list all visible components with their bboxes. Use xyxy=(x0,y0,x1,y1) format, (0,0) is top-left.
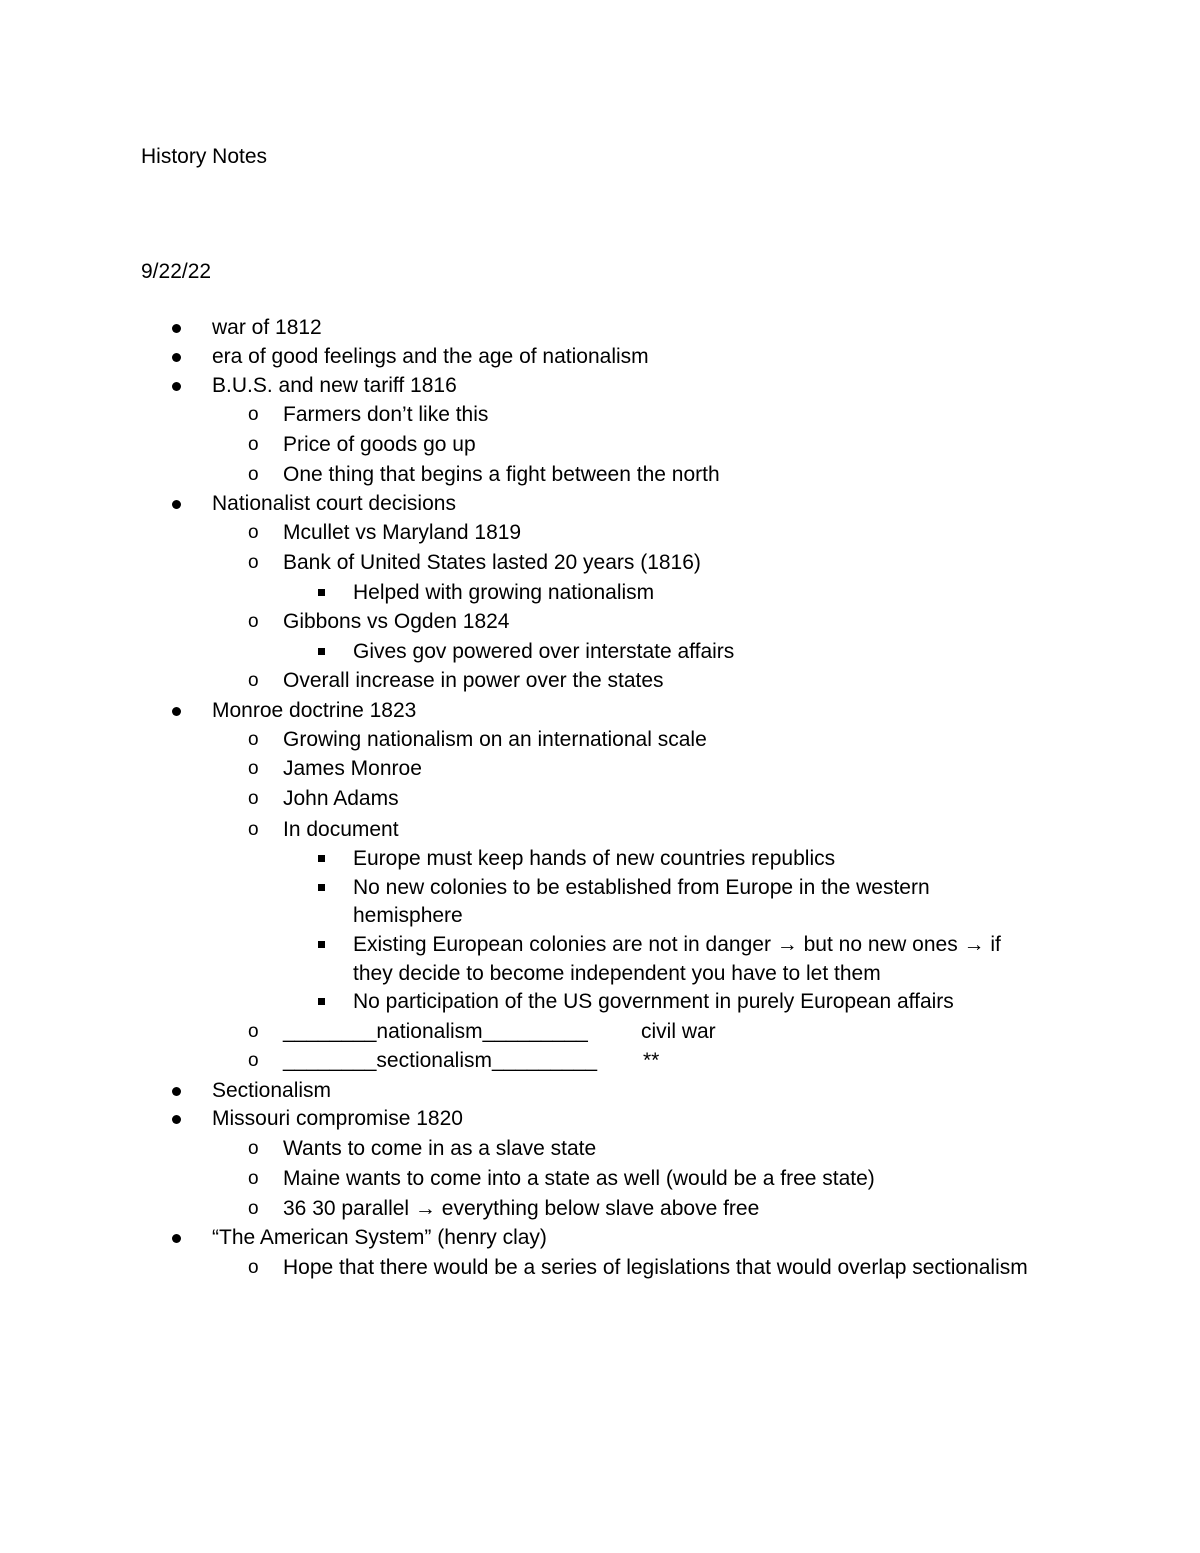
list-item-side-note: ** xyxy=(643,1049,660,1072)
notes-date: 9/22/22 xyxy=(141,260,212,283)
document-title: History Notes xyxy=(141,145,268,168)
list-item xyxy=(248,754,422,784)
list-item xyxy=(248,400,489,430)
list-item-text: Gives gov powered over interstate affairs xyxy=(353,640,735,663)
list-item-text: One thing that begins a fight between the north xyxy=(283,463,720,486)
list-item-text: Nationalist court decisions xyxy=(212,492,456,515)
bullet-icon xyxy=(172,313,184,343)
hollow-bullet-icon: o xyxy=(248,464,259,485)
bullet-icon xyxy=(172,371,184,401)
list-item xyxy=(248,1017,716,1047)
list-item-side-note: civil war xyxy=(641,1020,716,1043)
list-item xyxy=(248,1164,875,1194)
bullet-icon xyxy=(172,1104,184,1134)
list-item-text: Overall increase in power over the states xyxy=(283,669,664,692)
list-item-continuation xyxy=(353,959,881,989)
bullet-icon xyxy=(172,696,184,726)
list-item-text: Mcullet vs Maryland 1819 xyxy=(283,521,522,544)
list-item xyxy=(212,313,322,343)
list-item-continuation xyxy=(353,901,463,931)
list-item xyxy=(248,725,707,755)
list-item xyxy=(248,548,701,578)
hollow-bullet-icon: o xyxy=(248,1050,259,1071)
list-item-text: In document xyxy=(283,818,399,841)
list-item-text: Monroe doctrine 1823 xyxy=(212,699,417,722)
list-item-text: Europe must keep hands of new countries republics xyxy=(353,847,836,870)
hollow-bullet-icon: o xyxy=(248,788,259,809)
list-item xyxy=(212,1104,463,1134)
list-item-text: Missouri compromise 1820 xyxy=(212,1107,463,1130)
list-item xyxy=(248,815,399,845)
list-item xyxy=(212,342,649,372)
list-item-text: Maine wants to come into a state as well (would be a free state) xyxy=(283,1167,875,1190)
list-item-text: era of good feelings and the age of nationalism xyxy=(212,345,649,368)
list-item xyxy=(248,518,522,548)
hollow-bullet-icon: o xyxy=(248,1198,259,1219)
list-item xyxy=(248,1134,597,1164)
list-item-text: No new colonies to be established from Europe in the western xyxy=(353,876,930,899)
bullet-icon xyxy=(172,1223,184,1253)
list-item xyxy=(353,873,930,903)
hollow-bullet-icon: o xyxy=(248,819,259,840)
list-item xyxy=(248,1194,760,1224)
square-bullet-icon xyxy=(318,987,330,1017)
list-item xyxy=(353,930,1001,960)
list-item xyxy=(248,666,664,696)
list-item-text: Hope that there would be a series of legislations that would overlap sectionalism xyxy=(283,1256,1028,1279)
list-item xyxy=(353,637,734,667)
hollow-bullet-icon: o xyxy=(248,670,259,691)
list-item-text: hemisphere xyxy=(353,904,463,927)
list-item-text: they decide to become independent you have to let them xyxy=(353,962,881,985)
list-item xyxy=(248,430,476,460)
list-item-text: No participation of the US government in purely European affairs xyxy=(353,990,954,1013)
hollow-bullet-icon: o xyxy=(248,1257,259,1278)
bullet-icon xyxy=(172,1076,184,1106)
list-item-text: 36 30 parallel → everything below slave above free xyxy=(283,1197,760,1220)
hollow-bullet-icon: o xyxy=(248,404,259,425)
square-bullet-icon xyxy=(318,844,330,874)
square-bullet-icon xyxy=(318,637,330,667)
list-item-text: ________sectionalism_________ xyxy=(283,1049,598,1072)
list-item-text: Wants to come in as a slave state xyxy=(283,1137,597,1160)
list-item-text: Existing European colonies are not in danger → but no new ones → if xyxy=(353,933,1001,956)
list-item xyxy=(212,1223,547,1253)
list-item-text: “The American System” (henry clay) xyxy=(212,1226,547,1249)
list-item-text: Growing nationalism on an international scale xyxy=(283,728,707,751)
list-item xyxy=(353,578,654,608)
list-item-text: Price of goods go up xyxy=(283,433,476,456)
list-item xyxy=(212,371,457,401)
square-bullet-icon xyxy=(318,930,330,960)
list-item xyxy=(212,1076,331,1106)
hollow-bullet-icon: o xyxy=(248,522,259,543)
list-item-text: Helped with growing nationalism xyxy=(353,581,655,604)
square-bullet-icon xyxy=(318,873,330,903)
list-item-text: Gibbons vs Ogden 1824 xyxy=(283,610,510,633)
list-item-text: John Adams xyxy=(283,787,399,810)
list-item xyxy=(248,607,510,637)
hollow-bullet-icon: o xyxy=(248,434,259,455)
square-bullet-icon xyxy=(318,578,330,608)
list-item xyxy=(212,489,456,519)
list-item xyxy=(248,1253,1028,1283)
list-item-text: war of 1812 xyxy=(212,316,322,339)
list-item xyxy=(353,844,835,874)
list-item-text: Sectionalism xyxy=(212,1079,332,1102)
list-item xyxy=(248,1046,660,1076)
list-item-text: ________nationalism_________ xyxy=(283,1020,588,1043)
bullet-icon xyxy=(172,342,184,372)
list-item-text: Bank of United States lasted 20 years (1816) xyxy=(283,551,701,574)
hollow-bullet-icon: o xyxy=(248,1168,259,1189)
list-item-text: B.U.S. and new tariff 1816 xyxy=(212,374,457,397)
list-item xyxy=(212,696,416,726)
hollow-bullet-icon: o xyxy=(248,1138,259,1159)
list-item-text: James Monroe xyxy=(283,757,422,780)
list-item xyxy=(248,784,399,814)
bullet-icon xyxy=(172,489,184,519)
list-item-text: Farmers don’t like this xyxy=(283,403,489,426)
hollow-bullet-icon: o xyxy=(248,1021,259,1042)
hollow-bullet-icon: o xyxy=(248,758,259,779)
hollow-bullet-icon: o xyxy=(248,611,259,632)
hollow-bullet-icon: o xyxy=(248,729,259,750)
list-item xyxy=(248,460,720,490)
hollow-bullet-icon: o xyxy=(248,552,259,573)
list-item xyxy=(353,987,954,1017)
